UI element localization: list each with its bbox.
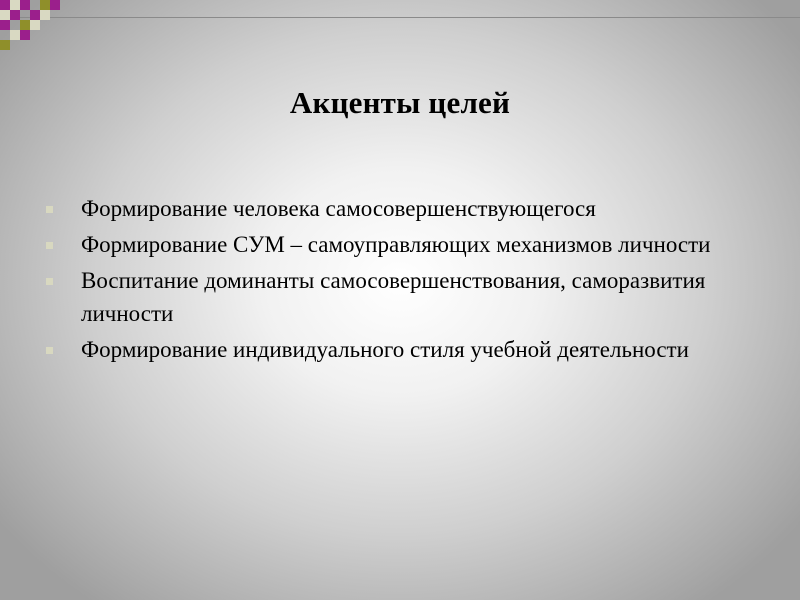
square-bullet-icon [46, 278, 53, 285]
bullet-item [44, 333, 744, 366]
bullet-item [44, 192, 744, 225]
decor-square [0, 20, 10, 30]
decor-square [30, 10, 40, 20]
square-bullet-icon [46, 242, 53, 249]
decor-square [10, 30, 20, 40]
decor-square [20, 30, 30, 40]
bullet-item [44, 228, 744, 261]
decor-square [50, 0, 60, 10]
decor-square [40, 0, 50, 10]
bullet-text: Формирование СУМ – самоуправляющих механизмов личности [81, 232, 711, 257]
slide-title: Акценты целей [289, 85, 511, 120]
decor-square [0, 10, 10, 20]
decor-square [10, 10, 20, 20]
decor-square [20, 20, 30, 30]
decor-square [10, 0, 20, 10]
checker-decor-icon [0, 0, 80, 56]
square-bullet-icon [46, 347, 53, 354]
decor-square [20, 0, 30, 10]
decor-square [0, 40, 10, 50]
bullet-text: Формирование индивидуального стиля учебной деятельности [81, 337, 689, 362]
decor-square [30, 20, 40, 30]
header-rule [0, 17, 800, 18]
bullet-text: Формирование человека самосовершенствующегося [81, 196, 596, 221]
bullet-list [44, 192, 744, 369]
bullet-item [44, 264, 744, 330]
decor-square [40, 10, 50, 20]
square-bullet-icon [46, 206, 53, 213]
bullet-text: Воспитание доминанты самосовершенствования, саморазвития личности [81, 268, 706, 326]
decor-square [0, 0, 10, 10]
